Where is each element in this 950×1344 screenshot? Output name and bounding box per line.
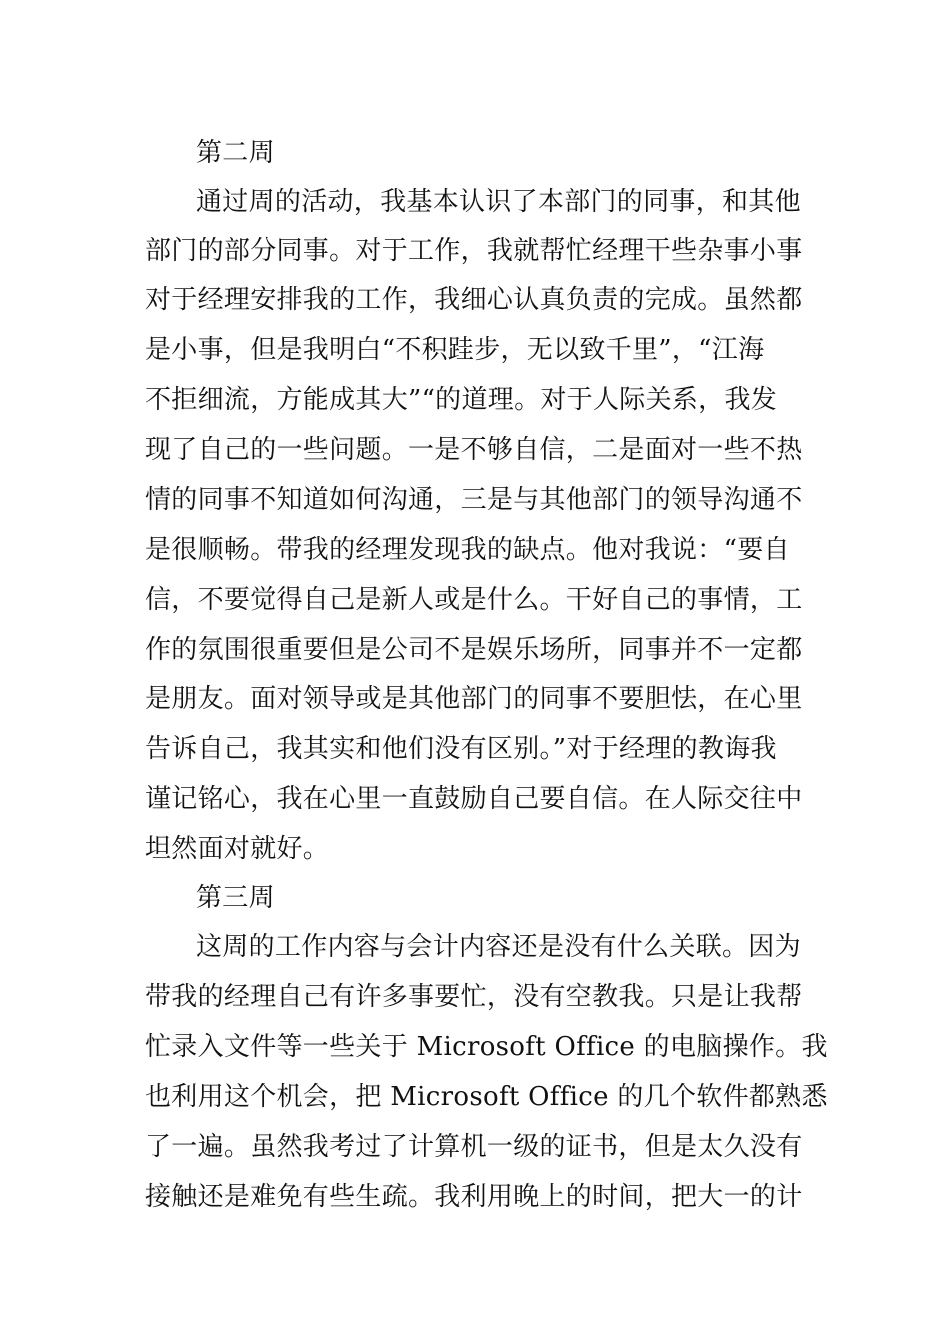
paragraph-line: 接触还是难免有些生疏。我利用晚上的时间，把大一的计 bbox=[145, 1182, 803, 1212]
paragraph-line: 也利用这个机会，把 Microsoft Office 的几个软件都熟悉 bbox=[145, 1082, 828, 1112]
paragraph-line: 是小事，但是我明白“不积跬步，无以致千里”，“江海 bbox=[145, 335, 765, 365]
paragraph-line: 是很顺畅。带我的经理发现我的缺点。他对我说：“要自 bbox=[145, 535, 790, 565]
paragraph-line: 告诉自己，我其实和他们没有区别。”对于经理的教诲我 bbox=[145, 734, 777, 764]
paragraph-line: 部门的部分同事。对于工作，我就帮忙经理干些杂事小事 bbox=[145, 236, 803, 266]
heading-week-2: 第二周 bbox=[196, 138, 275, 168]
paragraph-line: 是朋友。面对领导或是其他部门的同事不要胆怯，在心里 bbox=[145, 684, 803, 714]
paragraph-line: 通过周的活动，我基本认识了本部门的同事，和其他 bbox=[196, 187, 801, 217]
paragraph-line: 情的同事不知道如何沟通，三是与其他部门的领导沟通不 bbox=[145, 485, 803, 515]
paragraph-line: 忙录入文件等一些关于 Microsoft Office 的电脑操作。我 bbox=[145, 1032, 828, 1062]
paragraph-line: 谨记铭心，我在心里一直鼓励自己要自信。在人际交往中 bbox=[145, 784, 803, 814]
paragraph-line: 不拒细流，方能成其大”“的道理。对于人际关系，我发 bbox=[145, 385, 778, 415]
paragraph-line: 坦然面对就好。 bbox=[145, 834, 330, 864]
paragraph-line: 作的氛围很重要但是公司不是娱乐场所，同事并不一定都 bbox=[145, 635, 803, 665]
paragraph-line: 带我的经理自己有许多事要忙，没有空教我。只是让我帮 bbox=[145, 982, 803, 1012]
paragraph-line: 这周的工作内容与会计内容还是没有什么关联。因为 bbox=[196, 932, 801, 962]
heading-week-3: 第三周 bbox=[196, 883, 275, 913]
paragraph-line: 对于经理安排我的工作，我细心认真负责的完成。虽然都 bbox=[145, 285, 803, 315]
paragraph-line: 了一遍。虽然我考过了计算机一级的证书，但是太久没有 bbox=[145, 1132, 803, 1162]
paragraph-line: 现了自己的一些问题。一是不够自信，二是面对一些不热 bbox=[145, 435, 803, 465]
paragraph-line: 信，不要觉得自己是新人或是什么。干好自己的事情，工 bbox=[145, 585, 803, 615]
